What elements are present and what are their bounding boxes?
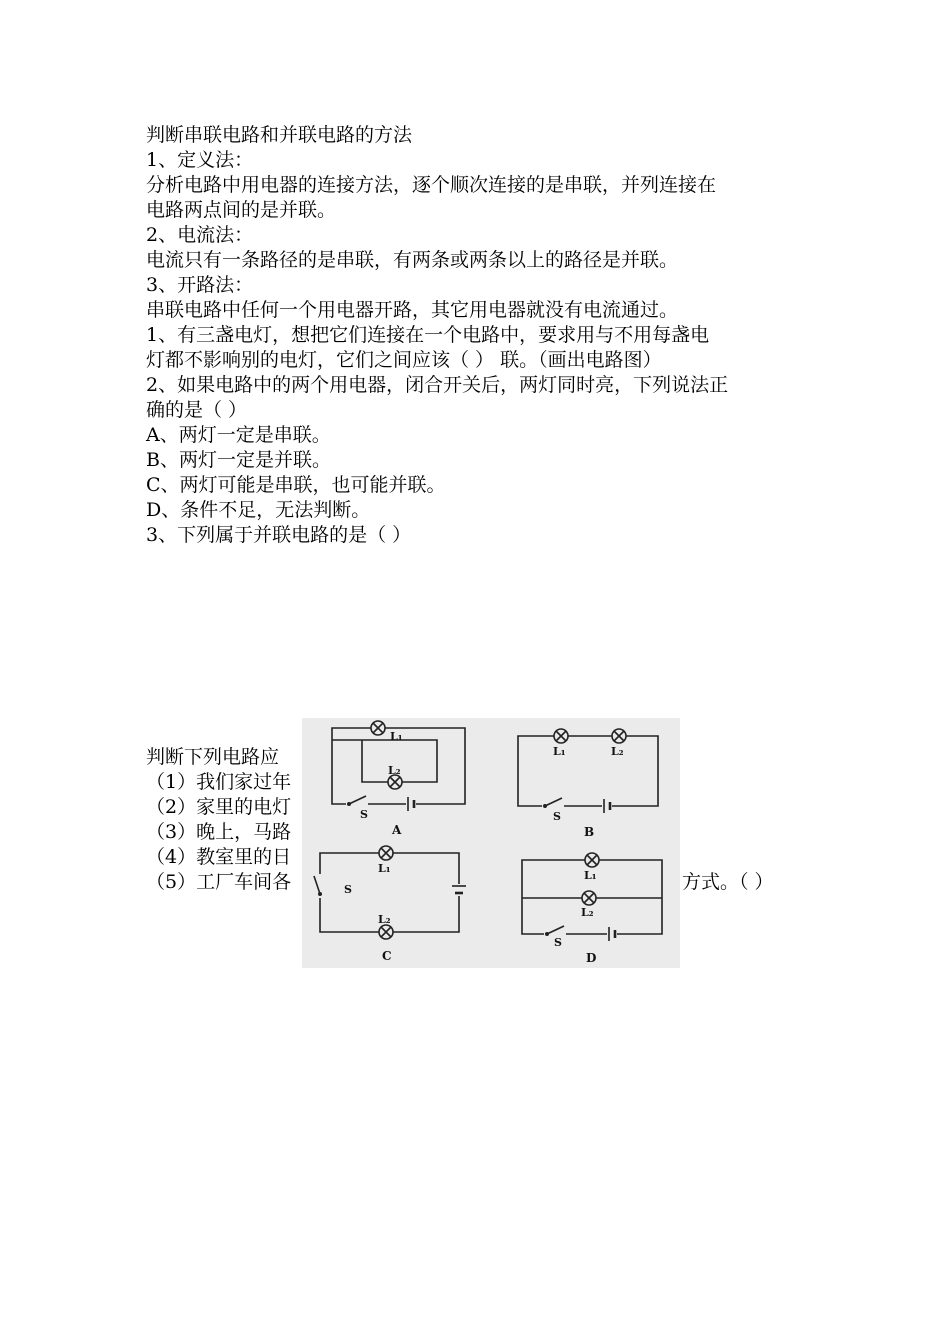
circuit-c [314,846,469,963]
switch-a [346,796,368,808]
circuit-diagrams-svg [302,718,680,968]
lamp-a-l2 [388,775,402,789]
lamp-c-l1 [379,846,393,860]
lamp-a-l1 [371,721,385,735]
lamp-d-l1 [585,853,599,867]
label-d-s: S [554,936,562,949]
switch-c [314,874,324,898]
label-d-l2: L₂ [581,906,594,919]
option-d: D、条件不足，无法判断。 [146,499,371,521]
method-1-title: 1、定义法： [146,149,254,171]
battery-d [607,924,617,944]
method-3-title: 3、开路法： [146,274,254,296]
question-2-a: 2、如果电路中的两个用电器，闭合开关后，两灯同时亮，下列说法正 [146,374,729,396]
lamp-d-l2 [582,891,596,905]
question-4-item-4: （4）教室里的日 [146,846,292,868]
question-3: 3、下列属于并联电路的是（ ） [146,524,412,546]
question-2-b: 确的是（ ） [146,399,248,421]
circuit-d [522,853,662,965]
label-a-l2: L₂ [388,764,401,777]
option-c: C、两灯可能是串联，也可能并联。 [146,474,446,496]
caption-b: B [584,825,595,839]
caption-d: D [586,951,597,965]
heading-methods: 判断串联电路和并联电路的方法 [146,124,413,146]
battery-a [406,794,416,814]
circuit-a [332,721,465,837]
label-b-s: S [553,810,561,823]
body-text-top [146,123,816,548]
circuit-b [518,729,658,839]
method-2-title: 2、电流法： [146,224,254,246]
question-4-item-5-tail: 方式。（ ） [682,871,774,893]
caption-c: C [382,949,392,963]
method-1-text-b: 电路两点间的是并联。 [146,199,337,221]
label-b-l1: L₁ [553,745,566,758]
lamp-c-l2 [379,925,393,939]
lamp-b-l1 [554,729,568,743]
label-c-s: S [344,883,352,896]
caption-a: A [392,823,402,837]
method-2-text: 电流只有一条路径的是串联，有两条或两条以上的路径是并联。 [146,249,679,271]
label-c-l2: L₂ [378,913,391,926]
option-b: B、两灯一定是并联。 [146,449,331,471]
circuit-diagrams-figure [302,718,680,968]
label-a-s: S [360,808,368,821]
question-4-item-2: （2）家里的电灯 [146,796,292,818]
method-1-text-a: 分析电路中用电器的连接方法，逐个顺次连接的是串联，并列连接在 [146,174,717,196]
question-4-item-3: （3）晚上，马路 [146,821,292,843]
question-1-b: 灯都不影响别的电灯，它们之间应该（ ） 联。（画出电路图） [146,349,662,371]
switch-b [542,798,564,810]
battery-c [449,884,469,896]
question-4-item-5: （5）工厂车间各 [146,871,292,893]
method-3-text: 串联电路中任何一个用电器开路，其它用电器就没有电流通过。 [146,299,679,321]
question-4-item-1: （1）我们家过年 [146,771,292,793]
label-a-l1: L₁ [390,730,403,743]
label-c-l1: L₁ [378,862,391,875]
option-a: A、两灯一定是串联。 [146,424,331,446]
battery-b [602,796,612,816]
question-1-a: 1、有三盏电灯，想把它们连接在一个电路中，要求用与不用每盏电 [146,324,710,346]
question-4-heading: 判断下列电路应 [146,746,280,768]
lamp-b-l2 [612,729,626,743]
label-d-l1: L₁ [584,869,597,882]
label-b-l2: L₂ [611,745,624,758]
